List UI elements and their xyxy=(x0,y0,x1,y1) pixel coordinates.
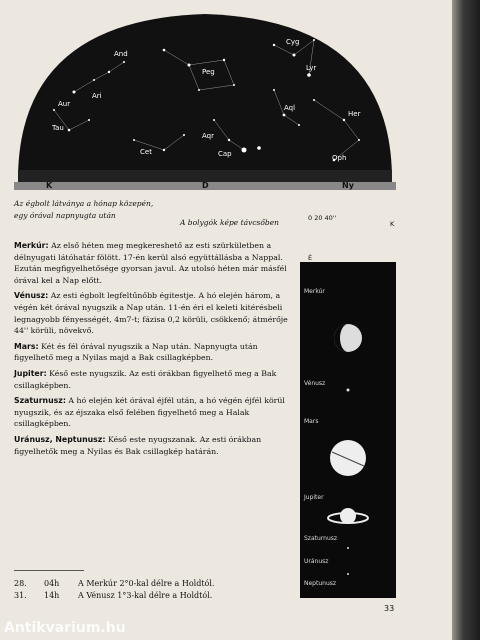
jupiter-paragraph: Jupiter: Késő este nyugszik. Az esti órákban figyelhető meg a Bak csillagképben. xyxy=(14,368,277,390)
planet-label-venusz: Vénusz xyxy=(304,380,326,387)
constellation-label: Cyg xyxy=(286,38,300,46)
constellation-label: Oph xyxy=(332,154,347,162)
page-number: 33 xyxy=(384,604,395,613)
planet-axis-east: K xyxy=(390,220,395,228)
sky-map-graphic xyxy=(14,10,396,194)
sky-caption: Az égbolt látványa a hónap közepén, egy órával napnyugta után xyxy=(14,199,154,220)
constellation-label: Aur xyxy=(58,100,71,108)
footnote-row: 31. 14h A Vénusz 1°3-kal délre a Holdtól. xyxy=(14,591,213,600)
constellation-label: Lyr xyxy=(306,64,317,72)
constellation-label: Aqr xyxy=(202,132,214,140)
planet-telescope-panel xyxy=(300,262,396,598)
constellation-label: Her xyxy=(348,110,361,118)
constellation-label: Cap xyxy=(218,150,232,158)
mars-paragraph: Mars: Két és fél órával nyugszik a Nap után. Napnyugta után figyelhető meg a Nyilas majd a Bak csillagképben. xyxy=(14,341,258,363)
constellation-label: Aql xyxy=(284,104,296,112)
planets-caption: A bolygók képe távcsőben xyxy=(180,218,279,227)
footnote-row: 28. 04h A Merkúr 2°0-kal délre a Holdtól. xyxy=(14,579,215,588)
footnotes xyxy=(14,578,294,602)
planet-label-jupiter: Jupiter xyxy=(304,494,324,501)
constellation-label: Cet xyxy=(140,148,152,156)
uranusz-neptunusz-paragraph: Uránusz, Neptunusz: Késő este nyugszanak. Az esti órákban figyelhetők meg a Nyilas és Bak csillagkép határán. xyxy=(14,434,262,456)
constellation-label: Tau xyxy=(52,124,64,132)
watermark: Antikvarium.hu xyxy=(4,620,126,636)
merkur-paragraph: Merkúr: Az első héten meg megkereshető az esti szürkületben a délnyugati látóhatár fölött. 17-én kerül alsó együttállásba a Nappal. Ezután megfigyelhetősége gyorsan javul. Az utolsó héten már másfél órával kel a Nap előtt. xyxy=(14,241,287,285)
planet-scale-values: 0 20 40'' xyxy=(308,214,337,222)
planet-label-merkur: Merkúr xyxy=(304,288,325,295)
footnote-separator xyxy=(14,570,84,571)
planet-label-neptunusz: Neptunusz xyxy=(304,580,337,587)
planet-label-mars: Mars xyxy=(304,418,319,425)
planet-discs xyxy=(300,262,396,598)
constellation-label: And xyxy=(114,50,128,58)
planet-descriptions xyxy=(14,240,296,461)
page-edge-shadow xyxy=(452,0,480,640)
direction-west: Ny xyxy=(342,181,354,190)
planet-axis-north: É xyxy=(308,254,313,262)
szaturnusz-paragraph: Szaturnusz: A hó elején két órával éjfél után, a hó végén éjfél körül nyugszik, és az éjszaka első felében figyelhető meg a Halak csillagképben. xyxy=(14,396,285,429)
planet-label-uranusz: Uránusz xyxy=(304,558,329,565)
direction-east: K xyxy=(46,181,53,190)
planet-label-szaturnusz: Szaturnusz xyxy=(304,535,338,542)
sky-map xyxy=(14,10,396,194)
constellation-label: Peg xyxy=(202,68,215,76)
venusz-paragraph: Vénusz: Az esti égbolt legfeltűnőbb égitestje. A hó elején három, a végén két órával nyugszik a Nap után. 11-én éri el keleti kitérésbeli legnagyobb fényességét, 4m7-t; fázisa 0,2 körüli, csökkenő; átmérője 44'' körüli, növekvő. xyxy=(14,291,288,336)
constellation-label: Ari xyxy=(92,92,102,100)
direction-south: D xyxy=(202,181,209,190)
